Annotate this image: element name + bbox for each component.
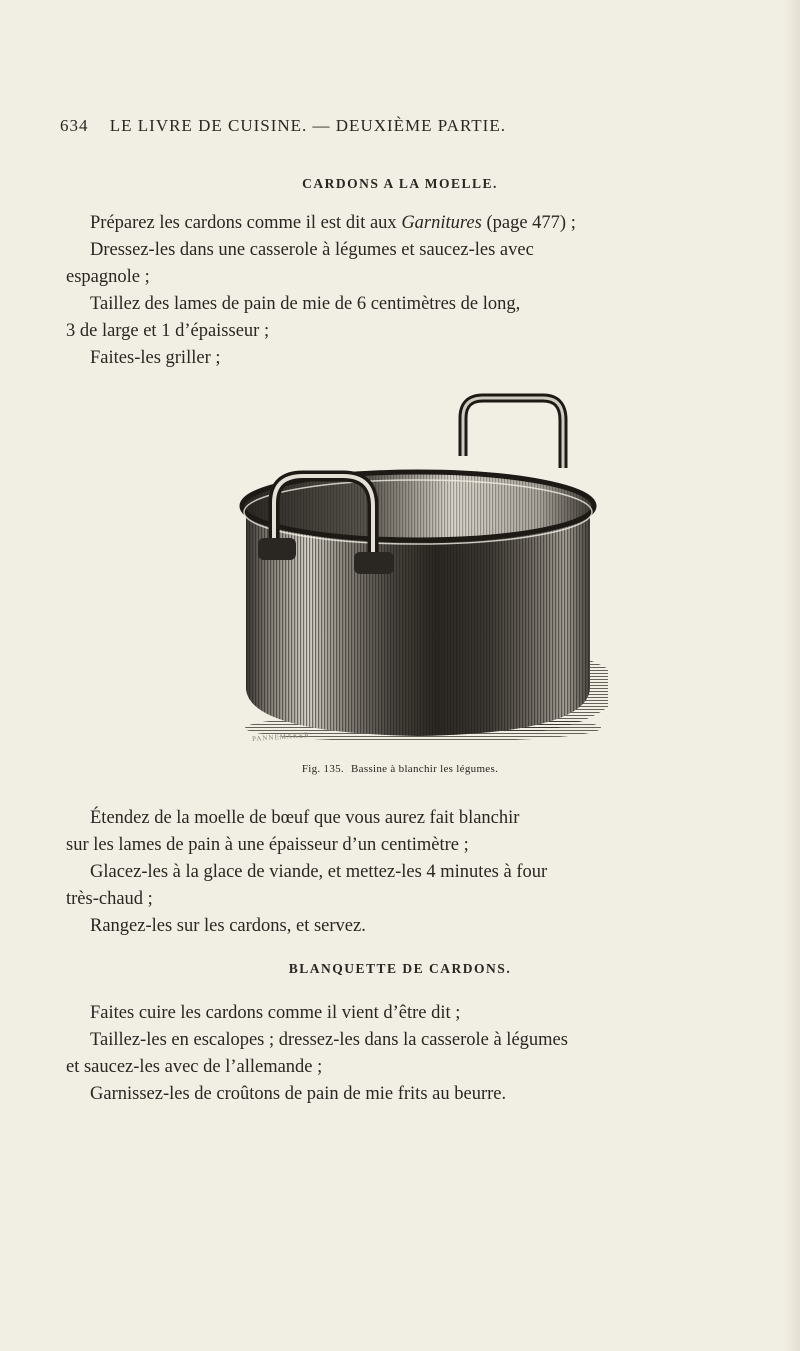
text-line: et saucez-les avec de l’allemande ; [66, 1057, 323, 1077]
section-title-cardons-moelle: CARDONS A LA MOELLE. [302, 176, 498, 191]
text-line: Faites cuire les cardons comme il vient d’être dit ; [90, 1003, 461, 1023]
figure-bassine-illustration [228, 388, 608, 753]
figure-caption-text: Bassine à blanchir les légumes. [351, 763, 499, 775]
text-line: Préparez les cardons comme il est dit aux Garnitures (page 477) ; [90, 213, 576, 233]
page-number: 634 [60, 116, 89, 135]
text-line: Dressez-les dans une casserole à légumes et saucez-les avec [90, 240, 534, 260]
figure-caption [0, 763, 800, 775]
text-line: Faites-les griller ; [90, 348, 221, 368]
text-line: Garnissez-les de croûtons de pain de mie frits au beurre. [90, 1084, 507, 1104]
text-line: espagnole ; [66, 267, 150, 287]
running-header [60, 116, 660, 136]
text-line: Taillez des lames de pain de mie de 6 centimètres de long, [90, 294, 521, 314]
paragraph-blanquette [66, 1000, 732, 1108]
text-line: 3 de large et 1 d’épaisseur ; [66, 321, 270, 341]
text-line: sur les lames de pain à une épaisseur d’un centimètre ; [66, 835, 469, 855]
text-line: Taillez-les en escalopes ; dressez-les dans la casserole à légumes [90, 1030, 568, 1050]
text-line: très-chaud ; [66, 889, 153, 909]
paragraph-assembly [66, 805, 732, 940]
running-title: LE LIVRE DE CUISINE. — DEUXIÈME PARTIE. [109, 116, 506, 135]
pot-engraving-icon [228, 388, 608, 753]
page-edge-shadow [786, 0, 800, 1351]
text-line: Étendez de la moelle de bœuf que vous aurez fait blanchir [90, 808, 520, 828]
paragraph-preparation [66, 210, 732, 372]
engraver-signature: PANNEMAKER [251, 730, 311, 744]
section-title-blanquette: BLANQUETTE DE CARDONS. [288, 961, 512, 976]
text-line: Glacez-les à la glace de viande, et mettez-les 4 minutes à four [90, 862, 548, 882]
text-line: Rangez-les sur les cardons, et servez. [90, 916, 366, 936]
figure-label: Fig. 135. [301, 763, 344, 775]
